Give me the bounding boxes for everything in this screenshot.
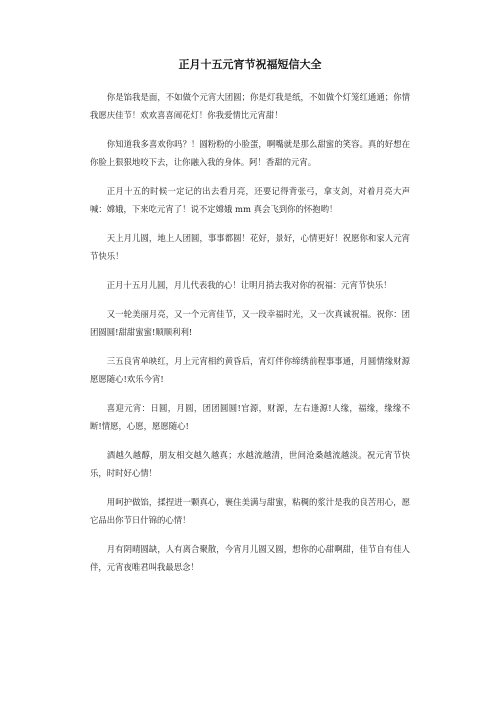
paragraph: 酒越久越醇，朋友相交越久越真；水越流越清，世间沧桑越流越淡。祝元宵节快乐，时时好心情！ bbox=[90, 450, 410, 478]
paragraph: 你知道我多喜欢你吗？！圆粉粉的小脸蛋，啊嘴就是那么甜蜜的笑容。真的好想在你脸上狠狠地咬下去，让你融入我的身体。阿！香甜的元宵。 bbox=[90, 139, 410, 167]
paragraph: 天上月儿圆，地上人团圆，事事都圆！花好，景好，心情更好！祝愿你和家人元宵节快乐！ bbox=[90, 233, 410, 261]
paragraph: 三五良宵单映红，月上元宵相约黄昏后，宵灯伴你缔绣前程事事通，月圆情缘财源愿愿随心!欢乐今宵! bbox=[90, 356, 410, 384]
document-body bbox=[90, 88, 410, 587]
document-title: 正月十五元宵节祝福短信大全 bbox=[178, 58, 322, 71]
paragraph: 正月十五的时候一定记的出去看月亮，还要记得背张弓，拿支剑，对着月亮大声喊：嫦娥，下来吃元宵了！说不定嫦娥 mm 真会飞到你的怀抱哟！ bbox=[90, 186, 410, 214]
paragraph: 用呵护做馅，揉捏进一颗真心，裹住美满与甜蜜，粘稠的浆汁是我的良苦用心，愿它品出你节日什锦的心情！ bbox=[90, 497, 410, 525]
paragraph: 你是馅我是面，不如做个元宵大团圆；你是灯我是纸，不如做个灯笼红通通；你情我愿庆佳节！欢欢喜喜闹花灯！你我爱情比元宵甜！ bbox=[90, 92, 410, 120]
paragraph: 正月十五月儿圆，月儿代表我的心！让明月捎去我对你的祝福：元宵节快乐！ bbox=[106, 280, 392, 290]
paragraph: 又一轮美丽月亮，又一个元宵佳节，又一段幸福时光，又一次真诚祝福。祝你：团团圆圆!甜甜蜜蜜!顺顺利利! bbox=[90, 309, 410, 337]
paragraph: 月有阴晴圆缺，人有离合聚散，今宵月儿圆又圆，想你的心甜啊甜，佳节自有佳人伴，元宵夜唯君叫我最思念！ bbox=[90, 544, 410, 572]
paragraph: 喜迎元宵：日圆，月圆，团团圆圆!官源，财源，左右逢源!人缘，福缘，缘缘不断!情愿，心愿，愿愿随心! bbox=[90, 403, 410, 431]
